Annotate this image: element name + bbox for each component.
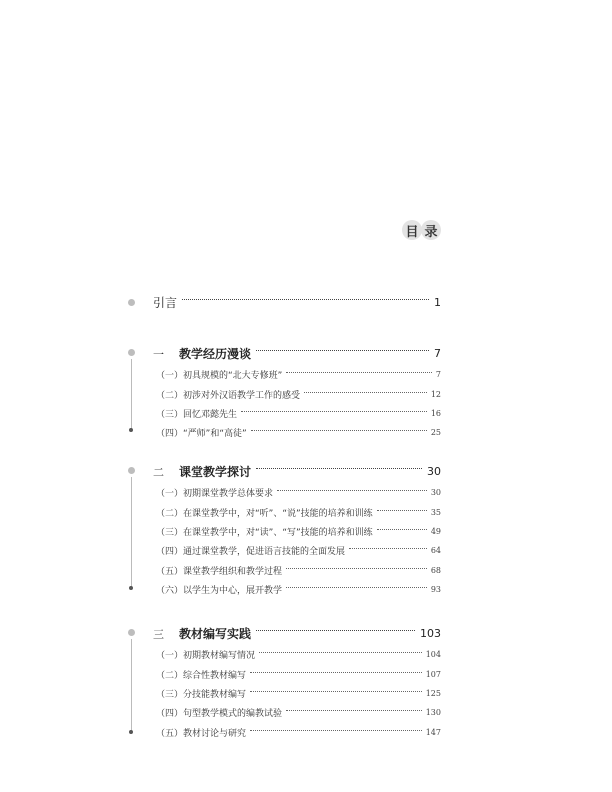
section-page: 130 <box>425 708 441 718</box>
section-label: （四）“严师”和“高徒” <box>156 429 247 440</box>
section-label: （二）综合性教材编写 <box>156 670 247 681</box>
section-label: （四）句型教学模式的编教试验 <box>156 709 283 720</box>
toc-title-char: 录 <box>421 220 441 240</box>
section-list <box>156 483 441 599</box>
dot-leader <box>250 672 422 673</box>
toc-entry-chapter[interactable] <box>153 345 441 362</box>
dot-leader <box>304 392 427 393</box>
section-page: 49 <box>430 526 441 536</box>
section-page: 93 <box>430 585 441 595</box>
section-page: 64 <box>430 546 441 556</box>
bullet-dot-icon <box>128 349 135 356</box>
dot-leader <box>256 630 415 631</box>
dot-leader <box>377 529 427 530</box>
dot-leader <box>256 350 429 351</box>
dot-leader <box>286 372 432 373</box>
toc-entry-section[interactable] <box>156 703 441 722</box>
chapter-block-1 <box>128 345 441 440</box>
dot-leader <box>349 548 427 549</box>
toc-entry-chapter[interactable] <box>153 625 441 642</box>
chapter-number: 一 <box>153 347 164 361</box>
dot-leader <box>250 730 422 731</box>
section-label: （二）初涉对外汉语教学工作的感受 <box>156 390 301 401</box>
section-page: 104 <box>425 650 441 660</box>
section-page: 12 <box>430 389 441 399</box>
section-page: 125 <box>425 688 441 698</box>
dot-leader <box>256 468 422 469</box>
toc-title <box>402 220 441 240</box>
chapter-rail-line <box>131 477 132 587</box>
chapter-block-3 <box>128 625 441 740</box>
section-page: 107 <box>425 669 441 679</box>
toc-entry-intro[interactable] <box>128 294 441 311</box>
section-page: 30 <box>430 488 441 498</box>
section-label: （三）在课堂教学中，对“读”、“写”技能的培养和训练 <box>156 527 373 538</box>
toc-entry-page: 7 <box>434 347 441 360</box>
toc-entry-section[interactable] <box>156 541 441 560</box>
chapter-rail-line <box>131 639 132 731</box>
section-label: （六）以学生为中心，展开教学 <box>156 586 283 597</box>
chapter-rail-line <box>131 359 132 429</box>
section-page: 35 <box>430 507 441 517</box>
toc-entry-section[interactable] <box>156 522 441 541</box>
toc-entry-section[interactable] <box>156 365 441 384</box>
chapter-block-2 <box>128 463 441 597</box>
section-list <box>156 645 441 742</box>
section-page: 7 <box>435 370 441 380</box>
section-label: （一）初期教材编写情况 <box>156 651 256 662</box>
section-page: 147 <box>425 727 441 737</box>
toc-entry-section[interactable] <box>156 580 441 599</box>
toc-entry-page: 103 <box>420 627 441 640</box>
toc-entry-section[interactable] <box>156 483 441 502</box>
rail-end-dot-icon <box>129 586 133 590</box>
section-label: （一）初期课堂教学总体要求 <box>156 489 274 500</box>
section-label: （四）通过课堂教学，促进语言技能的全面发展 <box>156 547 346 558</box>
section-page: 68 <box>430 565 441 575</box>
rail-end-dot-icon <box>129 730 133 734</box>
toc-entry-label: 引言 <box>153 296 178 310</box>
toc-entry-section[interactable] <box>156 664 441 683</box>
section-label: （三）回忆邓懿先生 <box>156 409 238 420</box>
toc-entry-section[interactable] <box>156 684 441 703</box>
section-label: （三）分技能教材编写 <box>156 689 247 700</box>
toc-entry-section[interactable] <box>156 561 441 580</box>
section-label: （五）教材讨论与研究 <box>156 728 247 739</box>
dot-leader <box>286 568 427 569</box>
toc-entry-section[interactable] <box>156 423 441 442</box>
toc-entry-section[interactable] <box>156 723 441 742</box>
toc-entry-page: 30 <box>427 465 441 478</box>
section-label: （五）课堂教学组织和教学过程 <box>156 566 283 577</box>
dot-leader <box>250 691 422 692</box>
toc-entry-section[interactable] <box>156 384 441 403</box>
chapter-title: 课堂教学探讨 <box>179 465 252 479</box>
bullet-dot-icon <box>128 467 135 474</box>
section-page: 25 <box>430 428 441 438</box>
dot-leader <box>259 652 422 653</box>
toc-entry-chapter[interactable] <box>153 463 441 480</box>
dot-leader <box>251 430 427 431</box>
dot-leader <box>182 299 429 300</box>
dot-leader <box>286 710 422 711</box>
bullet-dot-icon <box>128 299 135 306</box>
toc-entry-page: 1 <box>434 296 441 309</box>
chapter-number: 三 <box>153 627 164 641</box>
chapter-number: 二 <box>153 465 164 479</box>
dot-leader <box>241 411 427 412</box>
section-page: 16 <box>430 408 441 418</box>
section-list <box>156 365 441 443</box>
chapter-title: 教学经历漫谈 <box>179 347 252 361</box>
dot-leader <box>286 587 427 588</box>
section-label: （一）初具规模的“北大专修班” <box>156 371 283 382</box>
rail-end-dot-icon <box>129 428 133 432</box>
toc-entry-section[interactable] <box>156 502 441 521</box>
dot-leader <box>277 490 427 491</box>
toc-title-char: 目 <box>402 220 422 240</box>
toc-entry-section[interactable] <box>156 404 441 423</box>
chapter-title: 教材编写实践 <box>179 627 252 641</box>
toc-entry-section[interactable] <box>156 645 441 664</box>
dot-leader <box>377 510 427 511</box>
section-label: （二）在课堂教学中，对“听”、“说”技能的培养和训练 <box>156 508 373 519</box>
bullet-dot-icon <box>128 629 135 636</box>
